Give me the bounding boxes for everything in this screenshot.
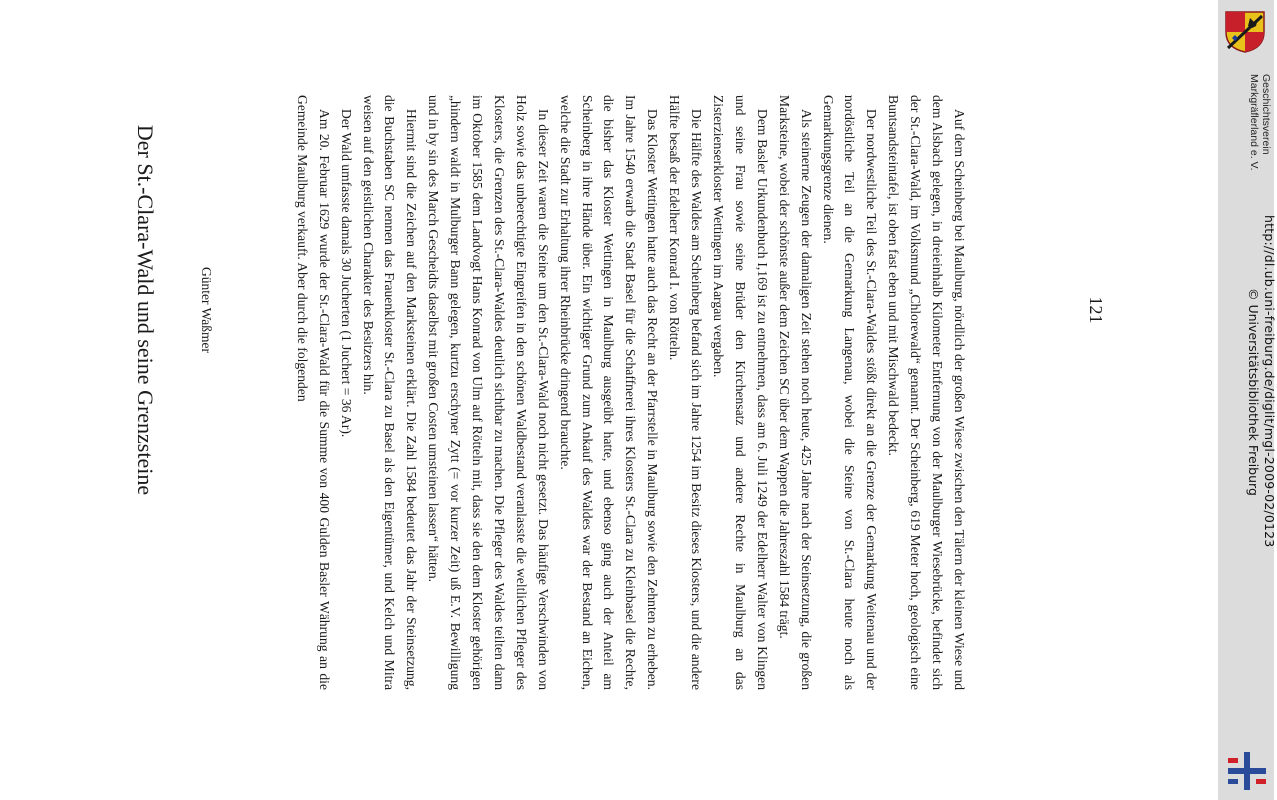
copyright-notice: © Universitätsbibliothek Freiburg bbox=[1246, 288, 1261, 496]
article-author: Günter Waßmer bbox=[199, 266, 214, 353]
coat-of-arms-icon bbox=[1222, 8, 1268, 54]
article-body bbox=[230, 95, 970, 690]
paragraph: Die Hälfte des Waldes am Scheinberg befand sich im Jahre 1254 im Besitz dieses Klosters, und die andere Hälfte besaß der Edelherr Konrad I. von Rötteln. bbox=[667, 95, 705, 690]
paragraph: Der nordwestliche Teil des St.-Clara-Waldes stößt direkt an die Grenze der Gemarkung Weitenau und der nordöstliche Teil an die Gemarkung Langenau, wobei die Steine von St.-Clara heute noch als Gemarkungsgrenze dienen. bbox=[820, 95, 880, 690]
paragraph: Auf dem Scheinberg bei Maulburg, nördlich der großen Wiese zwischen den Tälern der kleinen Wiese und dem Alsbach gelegen, in dreieinhalb Kilometer Entfernung von der Maulburger Wiesebrücke, befindet sich der St.-Clara-Wald, im Volksmund „Chlorewald“ genannt. Der Scheinberg, 619 Meter hoch, geologisch eine Buntsandsteintafel, ist oben fast eben und mit Mischwald bedeckt. bbox=[886, 95, 967, 690]
paragraph: Das Kloster Wettingen hatte auch das Recht an der Pfarrstelle in Maulburg sowie den Zehnten zu erheben. Im Jahre 1540 erwarb die Stadt Basel für die Schaffnerei ihres Klosters St.-Clara zu Kleinbasel die Rechte, die bisher das Kloster Wettingen in Maulburg ausgeübt hatte, und ebenso ging auch der Anteil am Scheinberg in ihre Hände über. Ein wichtiger Grund zum Ankauf des Waldes war der Bestand an Eichen, welche die Stadt zur Erhaltung ihrer Rheinbrücke dringend brauchte. bbox=[557, 95, 661, 690]
article-title: Der St.-Clara-Wald und seine Grenzsteine bbox=[133, 124, 158, 496]
verein-line-1: Geschichtsverein bbox=[1260, 74, 1272, 155]
source-url[interactable]: http://dl.ub.uni-freiburg.de/diglit/mgl-2009-02/0123 bbox=[1262, 215, 1277, 548]
page-number: 121 bbox=[1086, 296, 1106, 324]
ub-freiburg-logo-icon bbox=[1224, 748, 1270, 794]
paragraph: In dieser Zeit waren die Steine um den St.-Clara-Wald noch nicht gesetzt. Das häufige Verschwinden von Holz sowie das unberechtigte Eingreifen in den schönen Waldbestand veranlasste die weltlichen Pfleger des Klosters, die Grenzen des St.-Clara-Waldes deutlich sichtbar zu machen. Die Pfleger des Waldes teilten dann im Oktober 1585 dem Landvogt Hans Konrad von Ulm auf Rötteln mit, dass sie den dem Kloster gehörigen „hindern waldt in Mulburger Bann gelegen, kurtzu erschyner Zytt (= vor kurzer Zeit) uß E.V. Bewilligung und in by sin des March Gescheidts daselbst mit großen Costen umsteinen lassen“ hätten. bbox=[426, 95, 551, 690]
paragraph: Dem Basler Urkundenbuch I,169 ist zu entnehmen, dass am 6. Juli 1249 der Edelherr Walter von Klingen und seine Frau sowie seine Brüder den Kirchensatz und andere Rechte in Maulburg an das Zisterzienserkloster Wettingen im Aargau vergaben. bbox=[711, 95, 770, 690]
verein-line-2: Markgräflerland e. V. bbox=[1248, 74, 1260, 171]
paragraph: Am 20. Februar 1629 wurde der St.-Clara-Wald für die Summe von 400 Gulden Basler Währung an die Gemeinde Maulburg verkauft. Aber durch die folgenden bbox=[294, 95, 332, 690]
paragraph: Als steinerne Zeugen der damaligen Zeit stehen noch heute, 425 Jahre nach der Steinsetzung, die großen Marksteine, wobei der schönste außer dem Zeichen SC über dem Wappen die Jahreszahl 1584 trägt. bbox=[776, 95, 814, 690]
paragraph: Hiermit sind die Zeichen auf den Marksteinen erklärt. Die Zahl 1584 bedeutet das Jahr der Steinsetzung, die Buchstaben SC nennen das Frauenkloster St.-Clara zu Basel als den Eigentümer, und Kelch und Mitra weisen auf den geistlichen Charakter des Besitzers hin. bbox=[360, 95, 420, 690]
paragraph: Der Wald umfasste damals 30 Jucherten (1 Juchert = 36 Ar). bbox=[338, 109, 354, 438]
